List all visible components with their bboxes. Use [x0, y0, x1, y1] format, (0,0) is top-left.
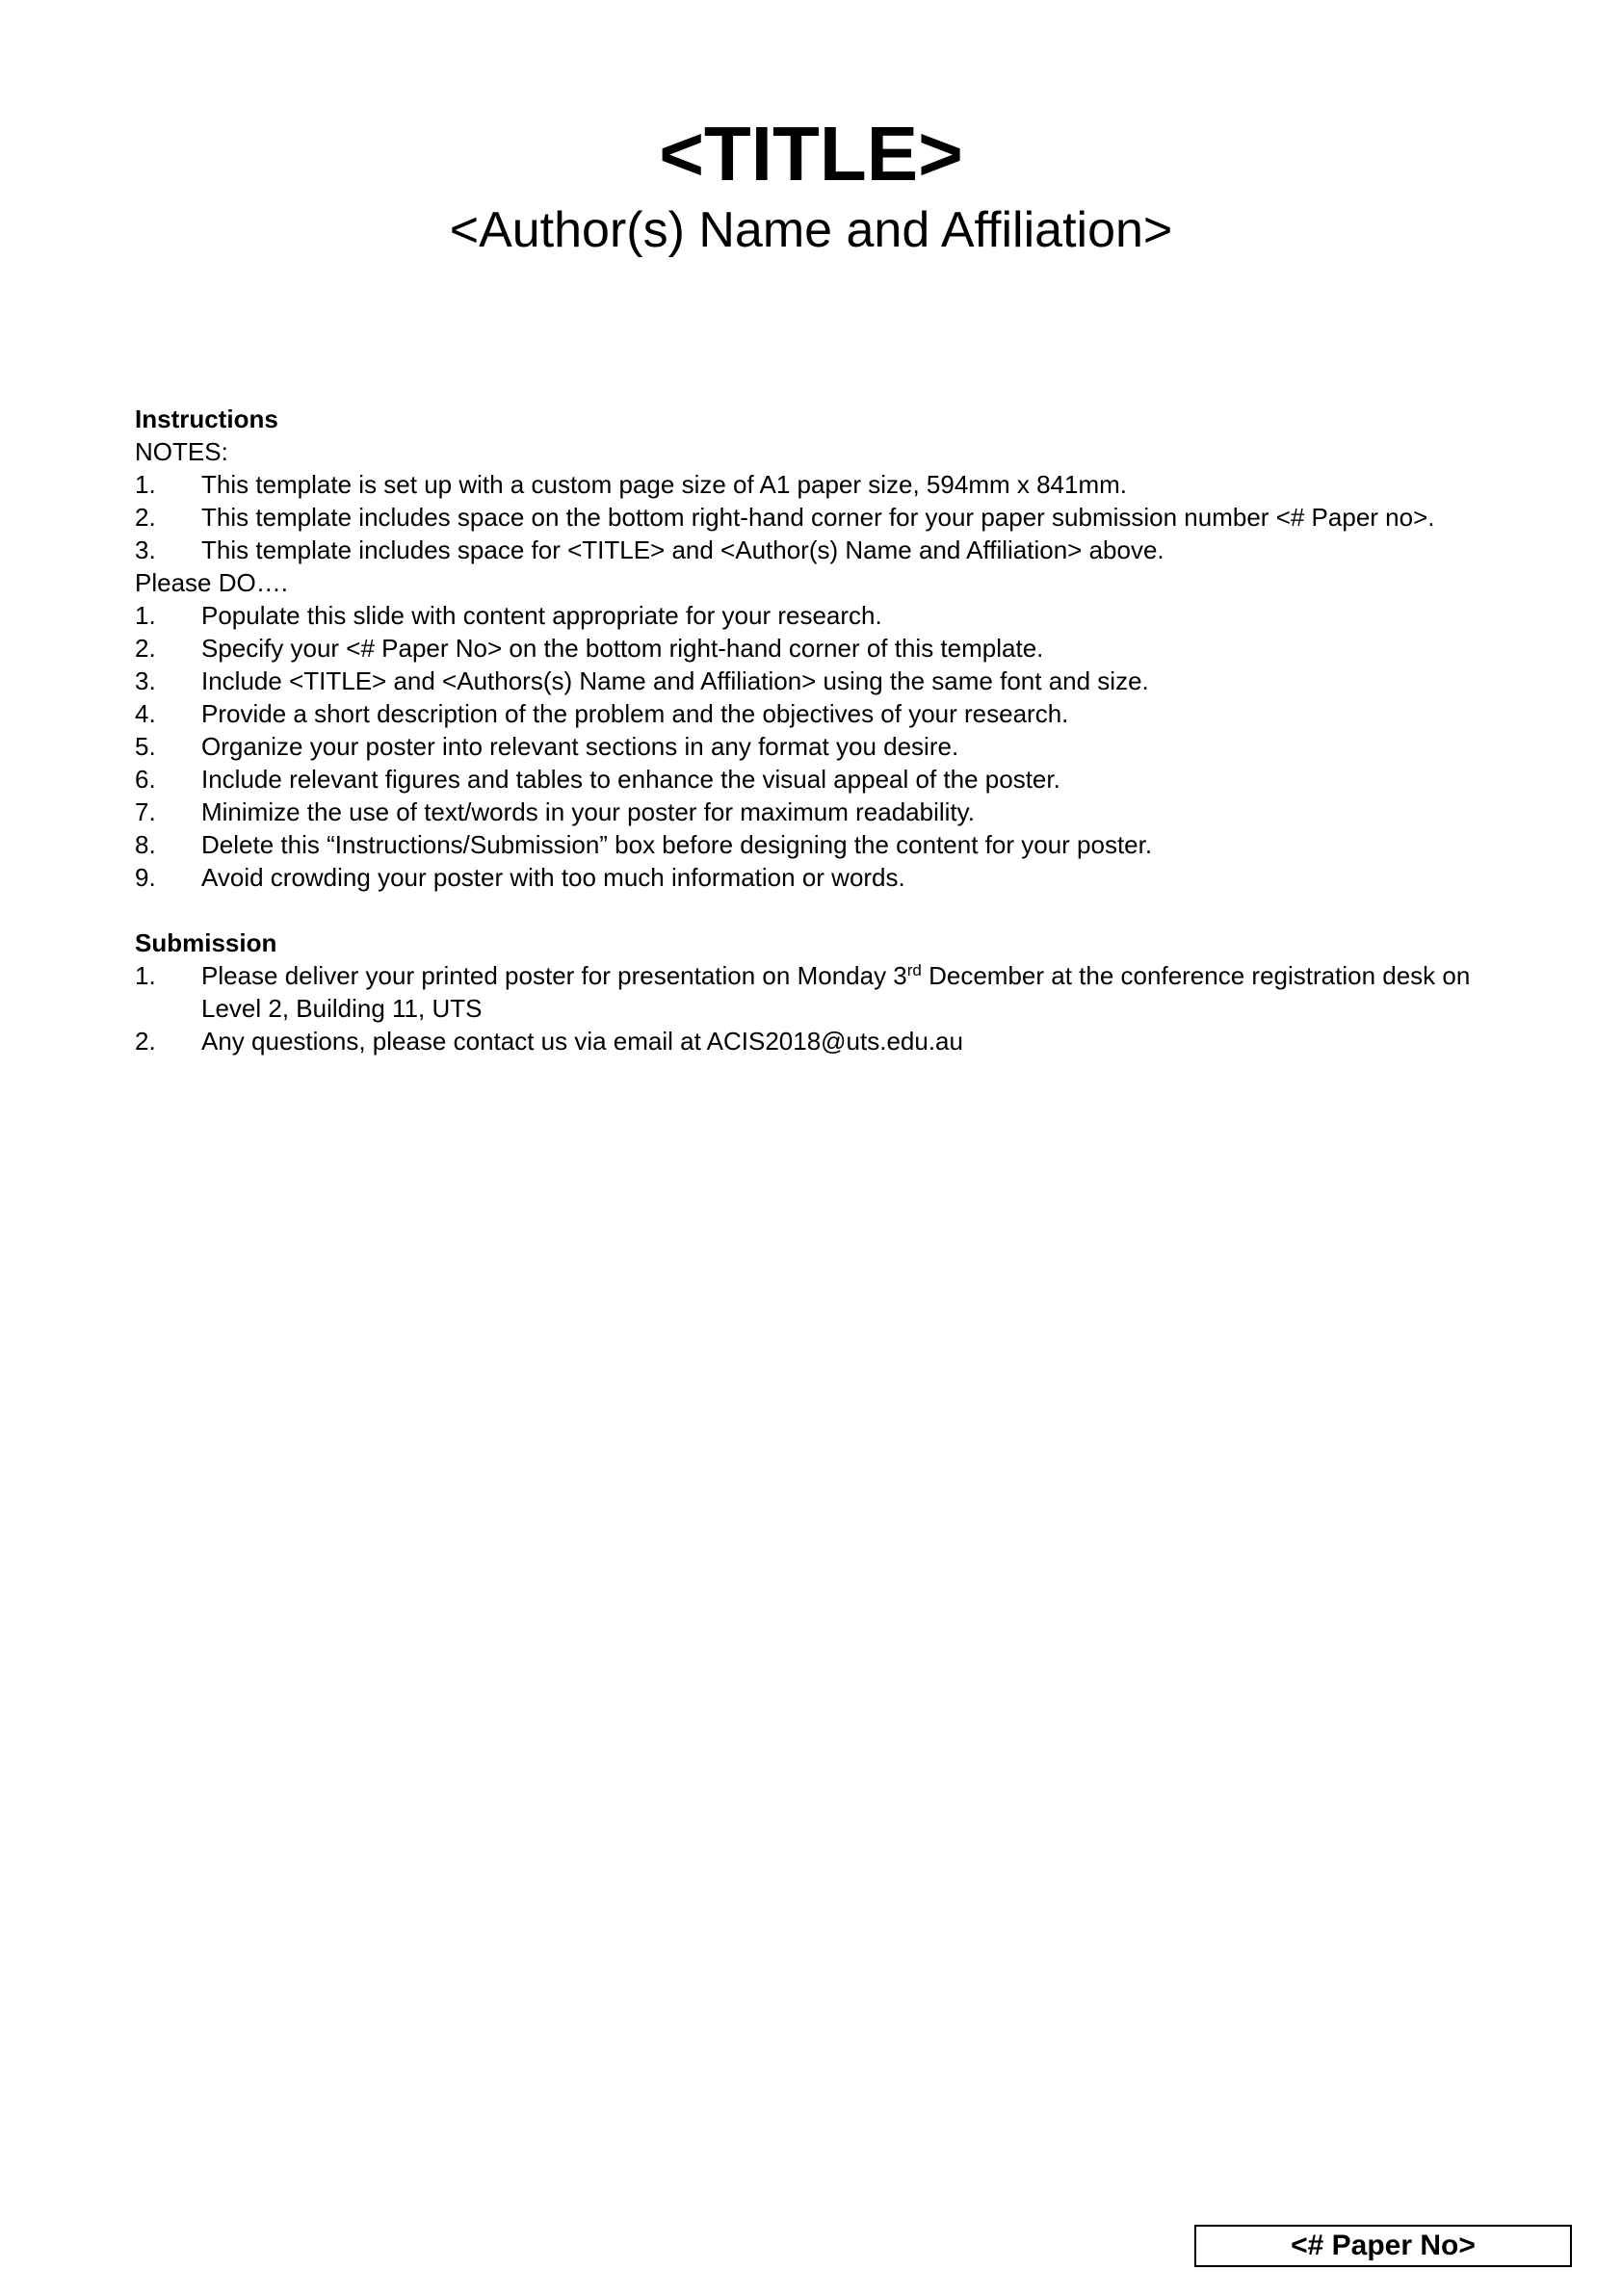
do-number: 8. — [135, 830, 156, 859]
submission-text-before: Please deliver your printed poster for presentation on Monday 3 — [201, 961, 907, 990]
submission-item — [135, 1025, 1483, 1057]
do-item — [135, 697, 1483, 730]
note-number: 3. — [135, 535, 156, 564]
note-number: 1. — [135, 470, 156, 499]
do-item — [135, 828, 1483, 861]
do-text: Delete this “Instructions/Submission” box before designing the content for your poster. — [201, 830, 1153, 859]
do-item — [135, 599, 1483, 632]
do-number: 9. — [135, 863, 156, 892]
poster-authors: <Author(s) Name and Affiliation> — [449, 202, 1173, 258]
do-text: Minimize the use of text/words in your poster for maximum readability. — [201, 797, 975, 826]
instructions-box — [135, 403, 1483, 1057]
do-number: 7. — [135, 797, 156, 826]
do-text: Specify your <# Paper No> on the bottom right-hand corner of this template. — [201, 634, 1044, 663]
submission-text-after: December at the conference registration desk on Level 2, Building 11, UTS — [201, 961, 1471, 1023]
note-number: 2. — [135, 503, 156, 532]
do-text: Include relevant figures and tables to enhance the visual appeal of the poster. — [201, 765, 1060, 794]
section-spacer — [135, 894, 1483, 926]
note-text: This template includes space for <TITLE> and <Author(s) Name and Affiliation> above. — [201, 535, 1164, 564]
do-number: 6. — [135, 765, 156, 794]
note-item — [135, 534, 1483, 566]
submission-item — [135, 959, 1483, 1025]
do-text: Include <TITLE> and <Authors(s) Name and Affiliation> using the same font and size. — [201, 666, 1149, 695]
notes-label: NOTES: — [135, 437, 228, 466]
instructions-heading: Instructions — [135, 404, 278, 433]
note-item — [135, 468, 1483, 501]
do-item — [135, 665, 1483, 697]
do-number: 5. — [135, 732, 156, 761]
submission-text — [201, 959, 1483, 1025]
do-number: 1. — [135, 601, 156, 630]
do-item — [135, 763, 1483, 796]
do-item — [135, 730, 1483, 763]
do-text: Avoid crowding your poster with too much information or words. — [201, 863, 905, 892]
note-text: This template is set up with a custom page size of A1 paper size, 594mm x 841mm. — [201, 470, 1127, 499]
do-text: Provide a short description of the problem and the objectives of your research. — [201, 699, 1069, 728]
submission-number: 2. — [135, 1027, 156, 1056]
do-text: Organize your poster into relevant sections in any format you desire. — [201, 732, 959, 761]
do-number: 4. — [135, 699, 156, 728]
do-item — [135, 796, 1483, 828]
do-text: Populate this slide with content appropriate for your research. — [201, 601, 882, 630]
do-number: 3. — [135, 666, 156, 695]
do-number: 2. — [135, 634, 156, 663]
paper-number-box: <# Paper No> — [1194, 2225, 1572, 2267]
do-item — [135, 632, 1483, 665]
do-item — [135, 861, 1483, 894]
note-text: This template includes space on the bottom right-hand corner for your paper submission number <# Paper no>. — [201, 503, 1435, 532]
poster-title: <TITLE> — [659, 111, 963, 196]
do-label: Please DO…. — [135, 568, 288, 597]
ordinal-superscript: rd — [906, 961, 922, 979]
submission-contact-text: Any questions, please contact us via email at ACIS2018@uts.edu.au — [201, 1027, 963, 1056]
submission-heading: Submission — [135, 928, 277, 957]
note-item — [135, 501, 1483, 534]
submission-number: 1. — [135, 961, 156, 990]
